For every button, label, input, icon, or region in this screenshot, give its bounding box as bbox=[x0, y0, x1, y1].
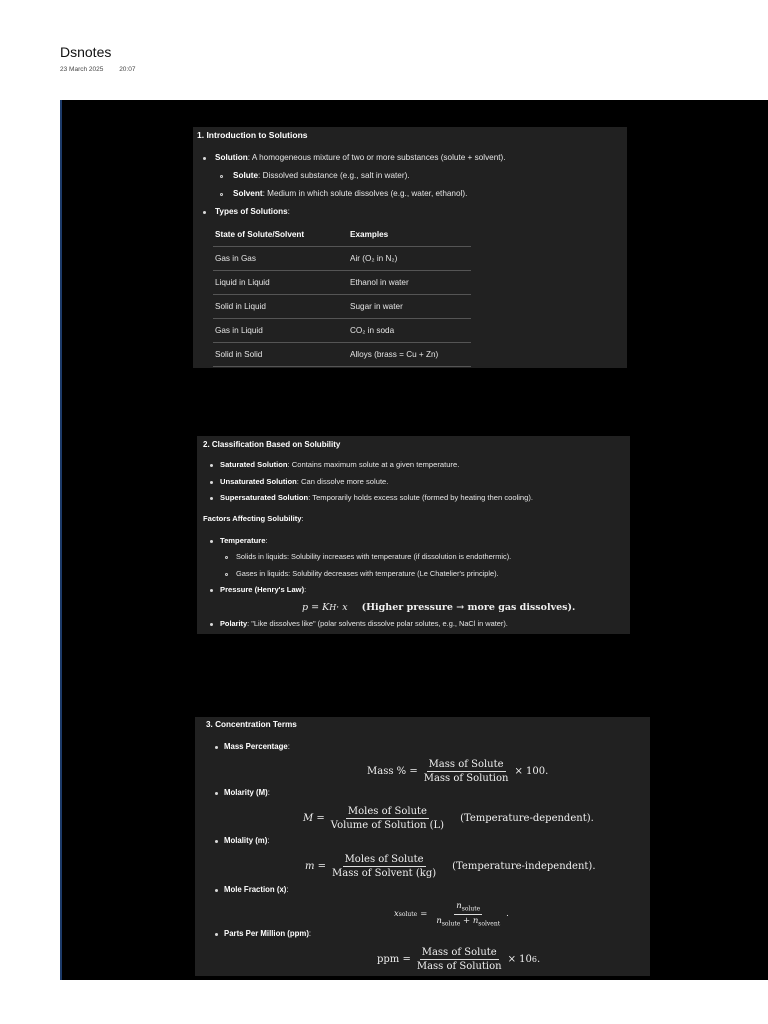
sub-bullet-icon bbox=[225, 573, 228, 576]
bullet-icon bbox=[203, 211, 206, 214]
bullet-icon bbox=[210, 589, 213, 592]
page-time: 20:07 bbox=[119, 66, 136, 73]
bullet-icon bbox=[215, 746, 218, 749]
list-item: Molality (m): bbox=[224, 836, 270, 845]
list-item: Saturated Solution: Contains maximum solute at a given temperature. bbox=[220, 460, 460, 469]
bullet-icon bbox=[210, 464, 213, 467]
panel-heading: 1. Introduction to Solutions bbox=[197, 130, 308, 140]
sub-bullet-icon bbox=[220, 175, 223, 178]
note-canvas bbox=[60, 100, 768, 980]
panel-heading: 2. Classification Based on Solubility bbox=[203, 440, 341, 449]
solution-types-table bbox=[213, 222, 471, 367]
bullet-icon bbox=[215, 933, 218, 936]
molality-formula: m = $\frac{\text{Moles of Solute}}{\text{Mass of Solvent (kg)}}$ (Temperature-independent). bbox=[305, 854, 596, 879]
list-item: Polarity: "Like dissolves like" (polar solvents dissolve polar solutes, e.g., NaCl in water). bbox=[220, 619, 508, 628]
bullet-icon bbox=[215, 889, 218, 892]
bullet-icon bbox=[210, 623, 213, 626]
sub-bullet-icon bbox=[225, 556, 228, 559]
list-item: Unsaturated Solution: Can dissolve more solute. bbox=[220, 477, 389, 486]
list-item: Gases in liquids: Solubility decreases with temperature (Le Chatelier's principle). bbox=[236, 569, 499, 578]
list-item: Solute: Dissolved substance (e.g., salt in water). bbox=[233, 171, 410, 180]
table-row: Gas in Gas Air (O₂ in N₂) bbox=[213, 247, 471, 271]
list-item: Mass Percentage: bbox=[224, 742, 290, 751]
column-header: State of Solute/Solvent bbox=[213, 222, 350, 247]
mass-percentage-formula: Mass % = $\frac{\text{Mass of Solute}}{\text{Mass of Solution}}$ × 100. bbox=[367, 759, 549, 784]
list-item: Mole Fraction (x): bbox=[224, 885, 289, 894]
list-item: Solids in liquids: Solubility increases with temperature (if dissolution is endothermic). bbox=[236, 552, 512, 561]
list-item: Supersaturated Solution: Temporarily holds excess solute (formed by heating then cooling). bbox=[220, 493, 534, 502]
panel-solubility bbox=[197, 436, 630, 634]
page-meta bbox=[60, 66, 149, 73]
panel-heading: 3. Concentration Terms bbox=[206, 720, 297, 729]
bullet-icon bbox=[215, 792, 218, 795]
molarity-formula: M = $\frac{\text{Moles of Solute}}{\text{Volume of Solution (L)}}$ (Temperature-dependent). bbox=[303, 806, 594, 831]
list-item: Solvent: Medium in which solute dissolves (e.g., water, ethanol). bbox=[233, 189, 468, 198]
ppm-formula: ppm = $\frac{\text{Mass of Solute}}{\text{Mass of Solution}}$ × 10 6 . bbox=[377, 947, 541, 972]
page-title: Dsnotes bbox=[60, 44, 112, 60]
bullet-icon bbox=[215, 840, 218, 843]
page-date: 23 March 2025 bbox=[60, 66, 104, 73]
subheading: Factors Affecting Solubility: bbox=[203, 514, 304, 523]
list-item: Temperature: bbox=[220, 536, 268, 545]
sub-bullet-icon bbox=[220, 193, 223, 196]
table-row: Solid in Solid Alloys (brass = Cu + Zn) bbox=[213, 343, 471, 367]
table-row: Solid in Liquid Sugar in water bbox=[213, 295, 471, 319]
panel-concentration bbox=[195, 717, 650, 976]
list-item: Pressure (Henry's Law): bbox=[220, 585, 307, 594]
table-header-row bbox=[213, 222, 471, 247]
henry-law-equation: p = K H · x (Higher pressure → more gas dissolves). bbox=[302, 602, 576, 613]
list-item: Molarity (M): bbox=[224, 788, 270, 797]
bullet-icon bbox=[210, 481, 213, 484]
column-header: Examples bbox=[350, 222, 471, 247]
bullet-icon bbox=[203, 157, 206, 160]
mole-fraction-formula: x solute = $\frac{n_{solute}}{n_{solute} + n_{solvent}}$ . bbox=[394, 901, 509, 928]
table-row: Gas in Liquid CO₂ in soda bbox=[213, 319, 471, 343]
list-item: Parts Per Million (ppm): bbox=[224, 929, 312, 938]
table-row: Liquid in Liquid Ethanol in water bbox=[213, 271, 471, 295]
bullet-icon bbox=[210, 540, 213, 543]
list-item: Solution: A homogeneous mixture of two or more substances (solute + solvent). bbox=[215, 153, 506, 162]
panel-introduction bbox=[193, 127, 627, 368]
bullet-icon bbox=[210, 497, 213, 500]
list-item: Types of Solutions: bbox=[215, 207, 290, 216]
